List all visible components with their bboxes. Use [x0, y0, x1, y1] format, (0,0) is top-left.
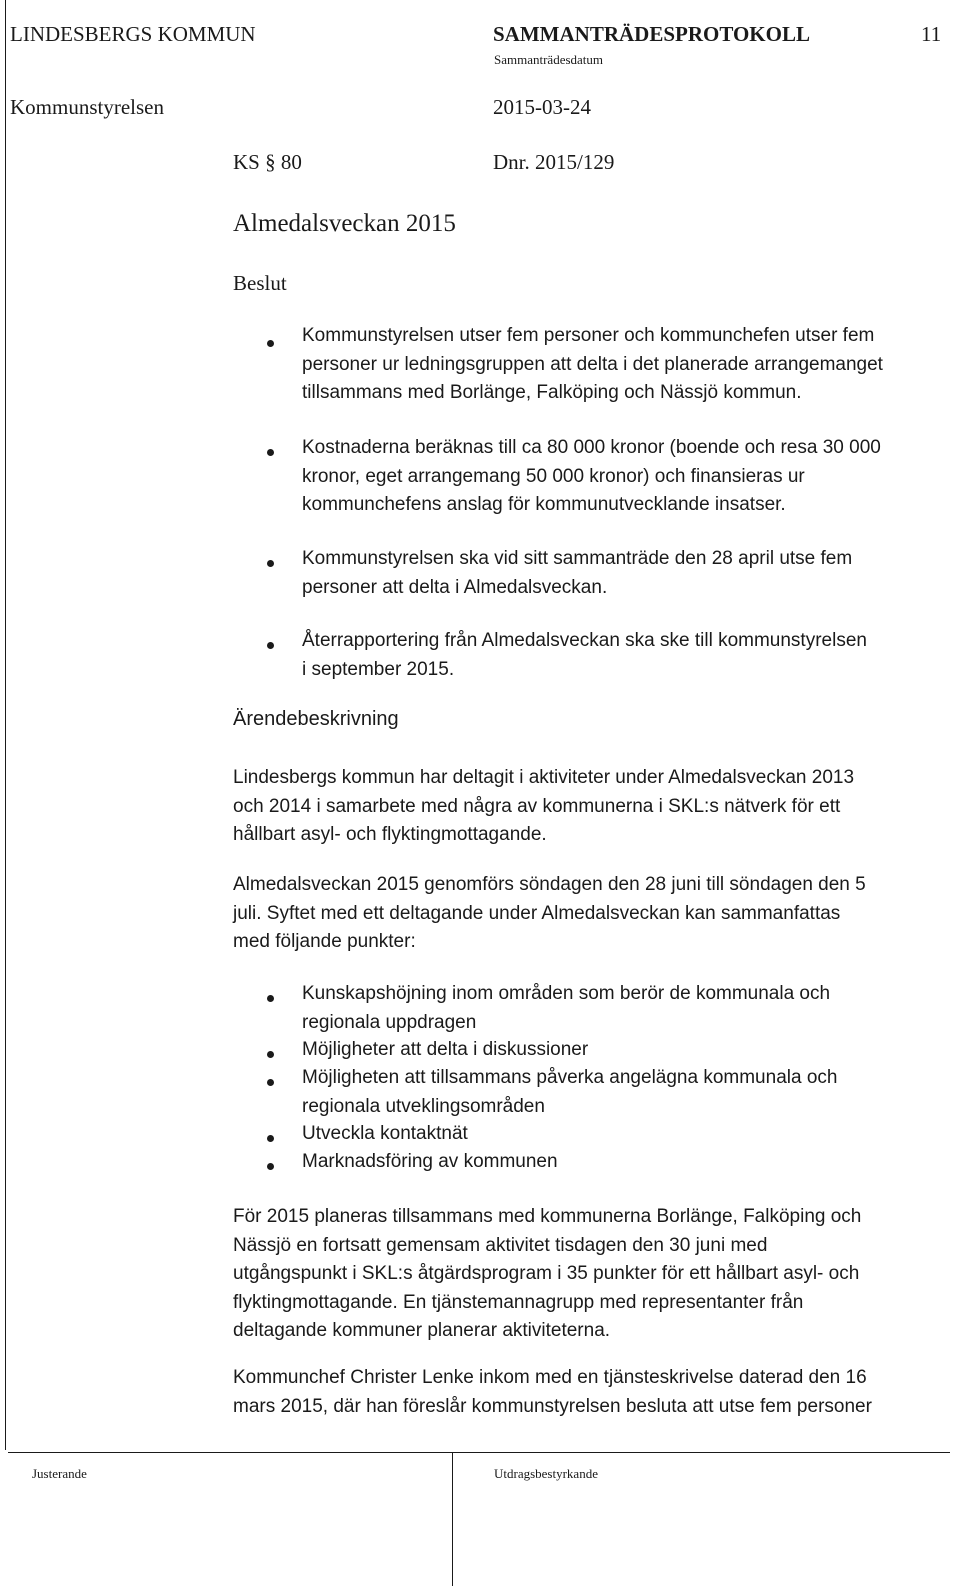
case-number: [233, 150, 302, 175]
page-title: Almedalsveckan 2015: [233, 210, 456, 237]
beslut-item-4: Återrapportering från Almedalsveckan ska ske till kommunstyrelsen i september 2015.: [302, 630, 867, 680]
beslut-item-3: Kommunstyrelsen ska vid sitt sammanträde den 28 april utse fem personer att delta i Almedalsveckan.: [302, 548, 853, 598]
bullet-icon: [267, 1079, 274, 1086]
justerande-label: Justerande: [32, 1466, 87, 1481]
section-number: 80: [280, 150, 302, 174]
bullet-icon: [267, 1135, 274, 1142]
point-item-1: Kunskapshöjning inom områden som berör de kommunala och regionala uppdragen: [302, 983, 831, 1033]
bullet-icon: [267, 449, 274, 456]
arende-paragraph-2: Almedalsveckan 2015 genomförs söndagen den 28 juni till söndagen den 5 juli. Syftet med ett deltagande under Almedalsveckan kan sammanfattas med följande punkter:: [233, 874, 866, 952]
beslut-item-1: Kommunstyrelsen utser fem personer och kommunchefen utser fem personer ur ledningsgruppen att delta i det planerade arrangemanget tillsammans med Borlänge, Falköping och Nässjö kommun.: [302, 325, 883, 403]
municipality-name: LINDESBERGS KOMMUN: [10, 22, 256, 46]
footer-rule: [8, 1452, 950, 1453]
bullet-icon: [267, 340, 274, 347]
ks-prefix: KS: [233, 150, 260, 174]
arende-paragraph-4: Kommunchef Christer Lenke inkom med en tjänsteskrivelse daterad den 16 mars 2015, där han föreslår kommunstyrelsen besluta att utse fem personer: [233, 1367, 872, 1417]
utdragsbestyrkande-label: Utdragsbestyrkande: [494, 1466, 598, 1481]
bullet-icon: [267, 1163, 274, 1170]
beslut-item-2: Kostnaderna beräknas till ca 80 000 kronor (boende och resa 30 000 kronor, eget arrangemang 50 000 kronor) och finansieras ur kommunchefens anslag för kommunutvecklande insatser.: [302, 437, 881, 515]
bullet-icon: [267, 995, 274, 1002]
footer-divider: [452, 1452, 453, 1586]
arende-paragraph-3: För 2015 planeras tillsammans med kommunerna Borlänge, Falköping och Nässjö en fortsatt gemensam aktivitet tisdagen den 30 juni med utgångspunkt i SKL:s åtgärdsprogram i 35 punkter för ett hållbart asyl- och flyktingmottagande. En tjänstemannagrupp med representanter från deltagande kommuner planerar aktiviteterna.: [233, 1206, 862, 1341]
paragraph-symbol: §: [265, 150, 276, 174]
point-item-4: Utveckla kontaktnät: [302, 1123, 468, 1144]
bullet-icon: [267, 642, 274, 649]
document-type: SAMMANTRÄDESPROTOKOLL: [493, 22, 810, 46]
arende-heading: Ärendebeskrivning: [233, 708, 399, 730]
point-item-5: Marknadsföring av kommunen: [302, 1151, 558, 1172]
meeting-date-label: Sammanträdesdatum: [494, 52, 604, 67]
committee-name: Kommunstyrelsen: [10, 95, 164, 119]
page-number: 11: [921, 22, 942, 46]
meeting-date: 2015-03-24: [493, 95, 591, 119]
diary-number: Dnr. 2015/129: [493, 150, 615, 174]
arende-paragraph-1: Lindesbergs kommun har deltagit i aktiviteter under Almedalsveckan 2013 och 2014 i samarbete med några av kommunerna i SKL:s nätverk för ett hållbart asyl- och flyktingmottagande.: [233, 767, 855, 845]
bullet-icon: [267, 560, 274, 567]
point-item-3: Möjligheten att tillsammans påverka angelägna kommunala och regionala utveklingsområden: [302, 1067, 838, 1117]
point-item-2: Möjligheter att delta i diskussioner: [302, 1039, 589, 1060]
beslut-heading: Beslut: [233, 271, 287, 295]
left-margin-rule: [5, 0, 6, 1450]
bullet-icon: [267, 1051, 274, 1058]
